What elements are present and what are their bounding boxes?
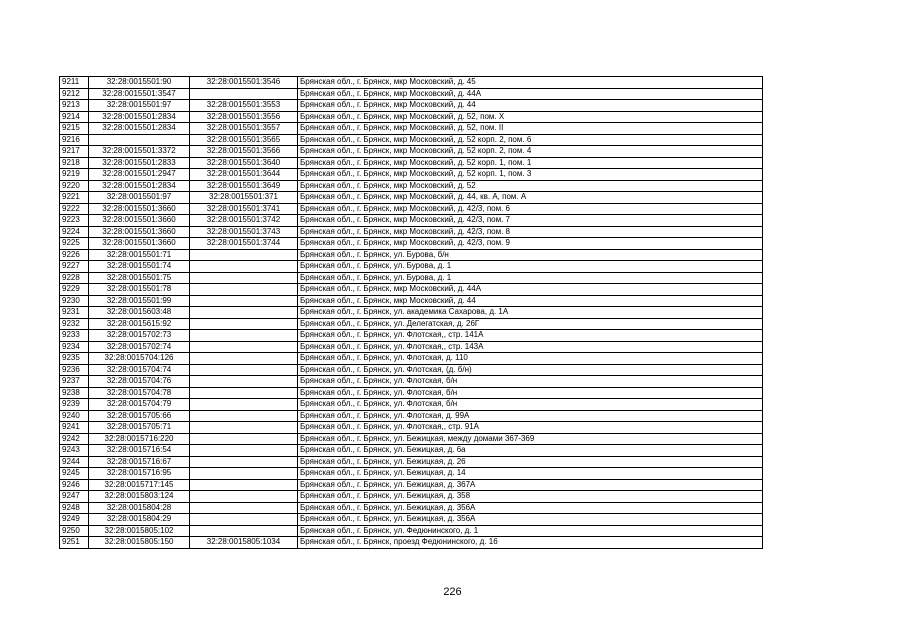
row-number-cell: 9217 — [60, 146, 89, 158]
address-cell: Брянская обл., г. Брянск, мкр Московский, д. 42/3, пом. 6 — [298, 203, 763, 215]
table-row — [60, 364, 763, 376]
parent-cadastral-cell — [190, 353, 298, 365]
address-cell: Брянская обл., г. Брянск, мкр Московский, д. 45 — [298, 77, 763, 89]
parent-cadastral-cell: 32:28:0015501:3566 — [190, 146, 298, 158]
cadastral-number-cell: 32:28:0015501:2834 — [89, 123, 190, 135]
parent-cadastral-cell: 32:28:0015501:3741 — [190, 203, 298, 215]
table-row — [60, 330, 763, 342]
cadastral-number-cell: 32:28:0015804:28 — [89, 502, 190, 514]
parent-cadastral-cell: 32:28:0015501:3649 — [190, 180, 298, 192]
parent-cadastral-cell — [190, 387, 298, 399]
address-cell: Брянская обл., г. Брянск, мкр Московский, д. 52, пом. X — [298, 111, 763, 123]
address-cell: Брянская обл., г. Брянск, ул. Бежицкая, д. 26 — [298, 456, 763, 468]
row-number-cell: 9227 — [60, 261, 89, 273]
address-cell: Брянская обл., г. Брянск, мкр Московский, д. 44А — [298, 88, 763, 100]
table-row — [60, 433, 763, 445]
row-number-cell: 9249 — [60, 514, 89, 526]
row-number-cell: 9234 — [60, 341, 89, 353]
address-cell: Брянская обл., г. Брянск, ул. Флотская, д. 99А — [298, 410, 763, 422]
table-row — [60, 215, 763, 227]
address-cell: Брянская обл., г. Брянск, ул. Флотская, (д. б/н) — [298, 364, 763, 376]
cadastral-number-cell: 32:28:0015716:220 — [89, 433, 190, 445]
address-cell: Брянская обл., г. Брянск, ул. Флотская, б/н — [298, 399, 763, 411]
table-row — [60, 445, 763, 457]
parent-cadastral-cell — [190, 479, 298, 491]
row-number-cell: 9246 — [60, 479, 89, 491]
parent-cadastral-cell: 32:28:0015501:3644 — [190, 169, 298, 181]
row-number-cell: 9242 — [60, 433, 89, 445]
address-cell: Брянская обл., г. Брянск, ул. Бежицкая, д. 14 — [298, 468, 763, 480]
row-number-cell: 9233 — [60, 330, 89, 342]
table-row — [60, 238, 763, 250]
cadastral-number-cell: 32:28:0015501:3660 — [89, 203, 190, 215]
cadastral-number-cell: 32:28:0015501:2834 — [89, 180, 190, 192]
cadastral-number-cell: 32:28:0015501:3372 — [89, 146, 190, 158]
row-number-cell: 9250 — [60, 525, 89, 537]
cadastral-number-cell: 32:28:0015704:76 — [89, 376, 190, 388]
cadastral-number-cell: 32:28:0015501:90 — [89, 77, 190, 89]
table-row — [60, 77, 763, 89]
parent-cadastral-cell — [190, 445, 298, 457]
cadastral-number-cell: 32:28:0015705:71 — [89, 422, 190, 434]
cadastral-number-cell: 32:28:0015501:3660 — [89, 226, 190, 238]
address-cell: Брянская обл., г. Брянск, ул. Федюнинского, д. 1 — [298, 525, 763, 537]
parent-cadastral-cell — [190, 468, 298, 480]
row-number-cell: 9248 — [60, 502, 89, 514]
cadastral-number-cell: 32:28:0015501:3660 — [89, 215, 190, 227]
table-row — [60, 422, 763, 434]
address-cell: Брянская обл., г. Брянск, мкр Московский, д. 52 — [298, 180, 763, 192]
table-row — [60, 502, 763, 514]
address-cell: Брянская обл., г. Брянск, мкр Московский, д. 44А — [298, 284, 763, 296]
parent-cadastral-cell — [190, 422, 298, 434]
cadastral-number-cell — [89, 134, 190, 146]
table-row — [60, 272, 763, 284]
row-number-cell: 9223 — [60, 215, 89, 227]
table-row — [60, 468, 763, 480]
table-row — [60, 376, 763, 388]
address-cell: Брянская обл., г. Брянск, ул. Делегатская, д. 26Г — [298, 318, 763, 330]
address-cell: Брянская обл., г. Брянск, ул. Флотская, б/н — [298, 387, 763, 399]
table-row — [60, 146, 763, 158]
cadastral-number-cell: 32:28:0015501:2834 — [89, 111, 190, 123]
parent-cadastral-cell — [190, 284, 298, 296]
cadastral-number-cell: 32:28:0015805:102 — [89, 525, 190, 537]
parent-cadastral-cell — [190, 399, 298, 411]
parent-cadastral-cell — [190, 502, 298, 514]
table-row — [60, 88, 763, 100]
parent-cadastral-cell — [190, 456, 298, 468]
parent-cadastral-cell: 32:28:0015805:1034 — [190, 537, 298, 549]
table-row — [60, 226, 763, 238]
table-row — [60, 318, 763, 330]
parent-cadastral-cell — [190, 525, 298, 537]
address-cell: Брянская обл., г. Брянск, мкр Московский, д. 44, кв. А, пом. А — [298, 192, 763, 204]
cadastral-number-cell: 32:28:0015805:150 — [89, 537, 190, 549]
parent-cadastral-cell — [190, 341, 298, 353]
table-row — [60, 387, 763, 399]
table-row — [60, 284, 763, 296]
table-row — [60, 410, 763, 422]
parent-cadastral-cell — [190, 249, 298, 261]
row-number-cell: 9244 — [60, 456, 89, 468]
cadastral-number-cell: 32:28:0015501:2833 — [89, 157, 190, 169]
cadastral-number-cell: 32:28:0015501:71 — [89, 249, 190, 261]
parent-cadastral-cell: 32:28:0015501:3556 — [190, 111, 298, 123]
address-cell: Брянская обл., г. Брянск, ул. Флотская,, стр. 91А — [298, 422, 763, 434]
parent-cadastral-cell: 32:28:0015501:3640 — [190, 157, 298, 169]
address-cell: Брянская обл., г. Брянск, мкр Московский, д. 52 корп. 1, пом. 3 — [298, 169, 763, 181]
parent-cadastral-cell: 32:28:0015501:3744 — [190, 238, 298, 250]
row-number-cell: 9214 — [60, 111, 89, 123]
cadastral-number-cell: 32:28:0015501:99 — [89, 295, 190, 307]
parent-cadastral-cell — [190, 295, 298, 307]
parent-cadastral-cell — [190, 88, 298, 100]
cadastral-number-cell: 32:28:0015615:92 — [89, 318, 190, 330]
parent-cadastral-cell: 32:28:0015501:3553 — [190, 100, 298, 112]
table-row — [60, 514, 763, 526]
row-number-cell: 9232 — [60, 318, 89, 330]
parent-cadastral-cell — [190, 330, 298, 342]
registry-table — [59, 76, 763, 549]
row-number-cell: 9228 — [60, 272, 89, 284]
row-number-cell: 9236 — [60, 364, 89, 376]
address-cell: Брянская обл., г. Брянск, ул. Бежицкая, д. 356А — [298, 502, 763, 514]
cadastral-number-cell: 32:28:0015702:73 — [89, 330, 190, 342]
row-number-cell: 9218 — [60, 157, 89, 169]
address-cell: Брянская обл., г. Брянск, мкр Московский, д. 52 корп. 2, пом. 4 — [298, 146, 763, 158]
row-number-cell: 9212 — [60, 88, 89, 100]
cadastral-number-cell: 32:28:0015705:66 — [89, 410, 190, 422]
row-number-cell: 9245 — [60, 468, 89, 480]
table-row — [60, 537, 763, 549]
address-cell: Брянская обл., г. Брянск, мкр Московский, д. 52 корп. 2, пом. 6 — [298, 134, 763, 146]
row-number-cell: 9226 — [60, 249, 89, 261]
parent-cadastral-cell: 32:28:0015501:3742 — [190, 215, 298, 227]
cadastral-number-cell: 32:28:0015501:74 — [89, 261, 190, 273]
parent-cadastral-cell — [190, 261, 298, 273]
table-row — [60, 249, 763, 261]
address-cell: Брянская обл., г. Брянск, мкр Московский, д. 42/3, пом. 8 — [298, 226, 763, 238]
cadastral-number-cell: 32:28:0015716:95 — [89, 468, 190, 480]
cadastral-number-cell: 32:28:0015501:3660 — [89, 238, 190, 250]
table-row — [60, 123, 763, 135]
address-cell: Брянская обл., г. Брянск, ул. Флотская, б/н — [298, 376, 763, 388]
address-cell: Брянская обл., г. Брянск, проезд Федюнинского, д. 16 — [298, 537, 763, 549]
parent-cadastral-cell — [190, 491, 298, 503]
row-number-cell: 9224 — [60, 226, 89, 238]
parent-cadastral-cell: 32:28:0015501:371 — [190, 192, 298, 204]
table-row — [60, 192, 763, 204]
parent-cadastral-cell — [190, 307, 298, 319]
cadastral-number-cell: 32:28:0015704:74 — [89, 364, 190, 376]
cadastral-number-cell: 32:28:0015702:74 — [89, 341, 190, 353]
cadastral-number-cell: 32:28:0015501:97 — [89, 192, 190, 204]
row-number-cell: 9222 — [60, 203, 89, 215]
cadastral-number-cell: 32:28:0015704:78 — [89, 387, 190, 399]
table-row — [60, 100, 763, 112]
table-row — [60, 157, 763, 169]
parent-cadastral-cell — [190, 514, 298, 526]
table-row — [60, 341, 763, 353]
row-number-cell: 9235 — [60, 353, 89, 365]
cadastral-number-cell: 32:28:0015603:48 — [89, 307, 190, 319]
address-cell: Брянская обл., г. Брянск, ул. Бурова, д. 1 — [298, 261, 763, 273]
address-cell: Брянская обл., г. Брянск, ул. Бежицкая, д. 367А — [298, 479, 763, 491]
row-number-cell: 9211 — [60, 77, 89, 89]
parent-cadastral-cell: 32:28:0015501:3546 — [190, 77, 298, 89]
cadastral-number-cell: 32:28:0015501:78 — [89, 284, 190, 296]
parent-cadastral-cell — [190, 364, 298, 376]
parent-cadastral-cell: 32:28:0015501:3565 — [190, 134, 298, 146]
address-cell: Брянская обл., г. Брянск, ул. Бежицкая, д. 358 — [298, 491, 763, 503]
cadastral-number-cell: 32:28:0015717:145 — [89, 479, 190, 491]
row-number-cell: 9241 — [60, 422, 89, 434]
cadastral-number-cell: 32:28:0015704:126 — [89, 353, 190, 365]
address-cell: Брянская обл., г. Брянск, ул. Флотская,, стр. 143А — [298, 341, 763, 353]
cadastral-number-cell: 32:28:0015501:3547 — [89, 88, 190, 100]
table-row — [60, 180, 763, 192]
row-number-cell: 9238 — [60, 387, 89, 399]
cadastral-number-cell: 32:28:0015704:79 — [89, 399, 190, 411]
row-number-cell: 9213 — [60, 100, 89, 112]
cadastral-number-cell: 32:28:0015501:75 — [89, 272, 190, 284]
row-number-cell: 9216 — [60, 134, 89, 146]
cadastral-number-cell: 32:28:0015716:67 — [89, 456, 190, 468]
parent-cadastral-cell — [190, 376, 298, 388]
table-row — [60, 169, 763, 181]
address-cell: Брянская обл., г. Брянск, ул. академика Сахарова, д. 1А — [298, 307, 763, 319]
row-number-cell: 9239 — [60, 399, 89, 411]
registry-table-body — [60, 77, 763, 549]
cadastral-number-cell: 32:28:0015803:124 — [89, 491, 190, 503]
address-cell: Брянская обл., г. Брянск, мкр Московский, д. 52, пом. II — [298, 123, 763, 135]
row-number-cell: 9237 — [60, 376, 89, 388]
row-number-cell: 9225 — [60, 238, 89, 250]
cadastral-number-cell: 32:28:0015804:29 — [89, 514, 190, 526]
page-number: 226 — [443, 586, 462, 598]
table-row — [60, 261, 763, 273]
row-number-cell: 9219 — [60, 169, 89, 181]
row-number-cell: 9243 — [60, 445, 89, 457]
parent-cadastral-cell: 32:28:0015501:3557 — [190, 123, 298, 135]
row-number-cell: 9251 — [60, 537, 89, 549]
address-cell: Брянская обл., г. Брянск, мкр Московский, д. 42/3, пом. 7 — [298, 215, 763, 227]
table-row — [60, 399, 763, 411]
parent-cadastral-cell — [190, 318, 298, 330]
table-row — [60, 491, 763, 503]
address-cell: Брянская обл., г. Брянск, ул. Бурова, б/н — [298, 249, 763, 261]
row-number-cell: 9221 — [60, 192, 89, 204]
table-row — [60, 456, 763, 468]
parent-cadastral-cell — [190, 433, 298, 445]
address-cell: Брянская обл., г. Брянск, ул. Флотская, д. 110 — [298, 353, 763, 365]
table-row — [60, 203, 763, 215]
address-cell: Брянская обл., г. Брянск, мкр Московский, д. 44 — [298, 295, 763, 307]
address-cell: Брянская обл., г. Брянск, ул. Бежицкая, д. 356А — [298, 514, 763, 526]
parent-cadastral-cell: 32:28:0015501:3743 — [190, 226, 298, 238]
cadastral-number-cell: 32:28:0015501:2947 — [89, 169, 190, 181]
row-number-cell: 9230 — [60, 295, 89, 307]
table-row — [60, 307, 763, 319]
row-number-cell: 9220 — [60, 180, 89, 192]
address-cell: Брянская обл., г. Брянск, мкр Московский, д. 42/3, пом. 9 — [298, 238, 763, 250]
address-cell: Брянская обл., г. Брянск, ул. Бежицкая, между домами 367-369 — [298, 433, 763, 445]
address-cell: Брянская обл., г. Брянск, мкр Московский, д. 44 — [298, 100, 763, 112]
table-row — [60, 295, 763, 307]
table-row — [60, 353, 763, 365]
cadastral-number-cell: 32:28:0015501:97 — [89, 100, 190, 112]
table-row — [60, 479, 763, 491]
address-cell: Брянская обл., г. Брянск, мкр Московский, д. 52 корп. 1, пом. 1 — [298, 157, 763, 169]
address-cell: Брянская обл., г. Брянск, ул. Флотская,, стр. 141А — [298, 330, 763, 342]
table-row — [60, 525, 763, 537]
cadastral-number-cell: 32:28:0015716:54 — [89, 445, 190, 457]
row-number-cell: 9215 — [60, 123, 89, 135]
row-number-cell: 9229 — [60, 284, 89, 296]
row-number-cell: 9247 — [60, 491, 89, 503]
table-row — [60, 134, 763, 146]
table-row — [60, 111, 763, 123]
row-number-cell: 9240 — [60, 410, 89, 422]
row-number-cell: 9231 — [60, 307, 89, 319]
parent-cadastral-cell — [190, 410, 298, 422]
address-cell: Брянская обл., г. Брянск, ул. Бурова, д. 1 — [298, 272, 763, 284]
parent-cadastral-cell — [190, 272, 298, 284]
address-cell: Брянская обл., г. Брянск, ул. Бежицкая, д. 6а — [298, 445, 763, 457]
